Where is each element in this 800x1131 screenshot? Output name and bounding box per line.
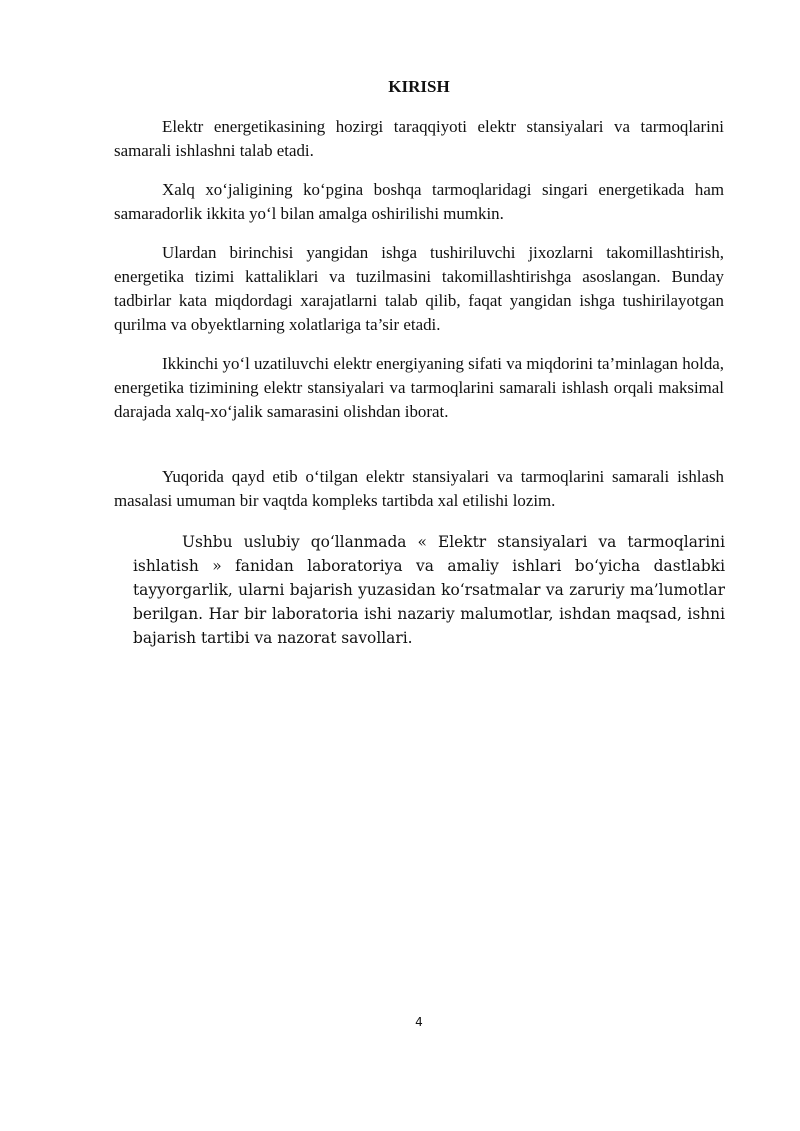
paragraph-6: Ushbu uslubiy qo‘llanmada « Elektr stansiyalari va tarmoqlarini ishlatish » fanidan laboratoriya va amaliy ishlari bo‘yicha dastlabki tayyorgarlik, ularni bajarish yuzasidan ko‘rsatmalar va zaruriy ma’lumotlar berilgan. Har bir laboratoria ishi nazariy malumotlar, ishdan maqsad, ishni bajarish tartibi va nazorat savollari. — [133, 533, 725, 647]
page-title: KIRISH — [388, 77, 450, 96]
page-number: 4 — [415, 1015, 423, 1029]
paragraph-4: Ikkinchi yo‘l uzatiluvchi elektr energiyaning sifati va miqdorini ta’minlagan holda, energetika tizimining elektr stansiyalari va tarmoqlarini samarali ishlash orqali maksimal darajada xalq-xo‘jalik samarasini olishdan iborat. — [114, 354, 724, 421]
paragraph-1: Elektr energetikasining hozirgi taraqqiyoti elektr stansiyalari va tarmoqlarini samarali ishlashni talab etadi. — [114, 117, 724, 160]
paragraph-3: Ulardan birinchisi yangidan ishga tushiriluvchi jixozlarni takomillashtirish, energetika tizimi kattaliklari va tuzilmasini takomillashtirishga asoslangan. Bunday tadbirlar kata miqdordagi xarajatlarni talab qilib, faqat yangidan ishga tushirilayotgan qurilma va obyektlarning xolatlariga ta’sir etadi. — [114, 243, 724, 334]
paragraph-2: Xalq xo‘jaligining ko‘pgina boshqa tarmoqlaridagi singari energetikada ham samaradorlik ikkita yo‘l bilan amalga oshirilishi mumkin. — [114, 180, 724, 223]
paragraph-5: Yuqorida qayd etib o‘tilgan elektr stansiyalari va tarmoqlarini samarali ishlash masalasi umuman bir vaqtda kompleks tartibda xal etilishi lozim. — [114, 467, 724, 510]
